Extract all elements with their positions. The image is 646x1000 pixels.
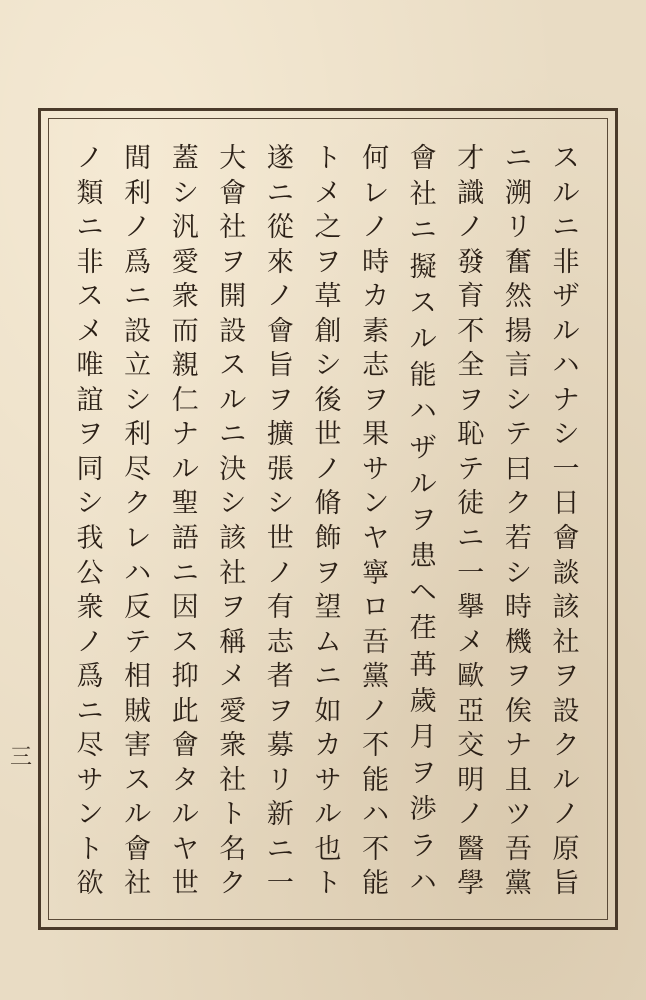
character: ク — [504, 488, 532, 520]
character: 歲 — [409, 685, 437, 717]
character: 寧 — [362, 557, 390, 589]
character: ム — [314, 626, 342, 658]
character: 不 — [362, 730, 390, 762]
character: 擬 — [409, 251, 437, 283]
character: 抑 — [171, 661, 199, 693]
character: ザ — [552, 281, 580, 313]
character: シ — [76, 488, 104, 520]
character: 世 — [266, 523, 294, 555]
character: 愛 — [171, 246, 199, 278]
character: 何 — [362, 143, 390, 174]
character: ナ — [171, 419, 199, 451]
character: 脩 — [314, 488, 342, 520]
character: リ — [266, 764, 294, 796]
character: ス — [409, 287, 437, 319]
character: ヤ — [362, 523, 390, 555]
character: ノ — [552, 799, 580, 831]
character: 爲 — [124, 246, 152, 278]
character: ト — [314, 143, 342, 174]
character: ク — [552, 730, 580, 762]
character: 患 — [409, 541, 437, 573]
character: 吾 — [504, 833, 532, 865]
character: 張 — [266, 453, 294, 485]
character: ヲ — [266, 695, 294, 727]
character: ノ — [76, 626, 104, 658]
character: 類 — [76, 177, 104, 209]
character: メ — [314, 177, 342, 209]
character: ス — [124, 764, 152, 796]
character: ン — [362, 488, 390, 520]
character: 恥 — [457, 419, 485, 451]
character: 溯 — [504, 177, 532, 209]
character: 飾 — [314, 523, 342, 555]
character: ニ — [76, 695, 104, 727]
character: ラ — [409, 830, 437, 862]
character: ノ — [314, 453, 342, 485]
character: サ — [362, 453, 390, 485]
character: ニ — [124, 281, 152, 313]
character: 一 — [552, 453, 580, 485]
character: 徒 — [457, 488, 485, 520]
character: 育 — [457, 281, 485, 313]
character: ヲ — [314, 557, 342, 589]
character: 素 — [362, 315, 390, 347]
vertical-text-body — [48, 145, 608, 905]
character: 尽 — [124, 453, 152, 485]
character: 募 — [266, 730, 294, 762]
text-column — [68, 145, 112, 905]
character: ハ — [362, 799, 390, 831]
character: 一 — [266, 868, 294, 900]
character: サ — [314, 764, 342, 796]
character: 公 — [76, 557, 104, 589]
character: ニ — [266, 833, 294, 865]
character: 愛 — [219, 695, 247, 727]
character: 同 — [76, 453, 104, 485]
character: 立 — [124, 350, 152, 382]
character: ニ — [504, 143, 532, 174]
character: ノ — [362, 212, 390, 244]
character: ス — [219, 350, 247, 382]
character: メ — [76, 315, 104, 347]
character: 該 — [552, 592, 580, 624]
character: ヲ — [266, 384, 294, 416]
character: 來 — [266, 246, 294, 278]
character: ス — [76, 281, 104, 313]
character: 遂 — [266, 143, 294, 174]
character: 稱 — [219, 626, 247, 658]
character: 害 — [124, 730, 152, 762]
character: ヲ — [314, 246, 342, 278]
character: 且 — [504, 764, 532, 796]
character: 蓋 — [171, 143, 199, 174]
character: 非 — [76, 246, 104, 278]
character: 因 — [171, 592, 199, 624]
character: ニ — [409, 215, 437, 247]
character: ヲ — [552, 661, 580, 693]
character: 衆 — [219, 730, 247, 762]
character: 反 — [124, 592, 152, 624]
character: 語 — [171, 523, 199, 555]
character: ザ — [409, 432, 437, 464]
character: 社 — [124, 868, 152, 900]
character: 唯 — [76, 350, 104, 382]
character: ニ — [552, 212, 580, 244]
character: 該 — [219, 523, 247, 555]
character: 才 — [457, 143, 485, 174]
character: ノ — [76, 143, 104, 174]
character: 然 — [504, 281, 532, 313]
character: 尽 — [76, 730, 104, 762]
character: ト — [219, 799, 247, 831]
character: シ — [266, 488, 294, 520]
character: 而 — [171, 315, 199, 347]
character: 談 — [552, 557, 580, 589]
character: ナ — [504, 730, 532, 762]
character: メ — [219, 661, 247, 693]
text-column — [211, 145, 255, 905]
character: 會 — [409, 143, 437, 174]
character: ヲ — [504, 661, 532, 693]
character: 荏 — [409, 613, 437, 645]
character: 時 — [362, 246, 390, 278]
character: 明 — [457, 764, 485, 796]
character: ル — [171, 799, 199, 831]
character: ノ — [362, 695, 390, 727]
character: ニ — [266, 177, 294, 209]
character: 設 — [552, 695, 580, 727]
page-number: 三 — [10, 745, 33, 770]
character: ト — [76, 833, 104, 865]
character: シ — [219, 488, 247, 520]
text-column — [306, 145, 350, 905]
character: ニ — [171, 557, 199, 589]
character: ル — [124, 799, 152, 831]
character: ヘ — [409, 577, 437, 609]
character: 聖 — [171, 488, 199, 520]
character: 識 — [457, 177, 485, 209]
character: 社 — [552, 626, 580, 658]
character: 若 — [504, 523, 532, 555]
character: 歐 — [457, 661, 485, 693]
character: 言 — [504, 350, 532, 382]
character: 原 — [552, 833, 580, 865]
character: サ — [76, 764, 104, 796]
character: 黨 — [504, 868, 532, 900]
character: ノ — [124, 212, 152, 244]
character: 渉 — [409, 794, 437, 826]
character: 不 — [362, 833, 390, 865]
character: 交 — [457, 730, 485, 762]
character: 會 — [171, 730, 199, 762]
character: 開 — [219, 281, 247, 313]
text-column — [401, 145, 445, 905]
character: ヲ — [409, 758, 437, 790]
character: カ — [362, 281, 390, 313]
character: 志 — [362, 350, 390, 382]
character: 揚 — [504, 315, 532, 347]
character: 從 — [266, 212, 294, 244]
character: ニ — [457, 523, 485, 555]
character: 社 — [219, 764, 247, 796]
character: 有 — [266, 592, 294, 624]
text-column — [354, 145, 398, 905]
character: 誼 — [76, 384, 104, 416]
character: タ — [171, 764, 199, 796]
character: 如 — [314, 695, 342, 727]
character: 利 — [124, 177, 152, 209]
text-column — [449, 145, 493, 905]
character: 望 — [314, 592, 342, 624]
character: ノ — [266, 557, 294, 589]
character: 決 — [219, 453, 247, 485]
character: 苒 — [409, 649, 437, 681]
character: ノ — [457, 212, 485, 244]
character: 能 — [409, 360, 437, 392]
character: 創 — [314, 315, 342, 347]
character: ス — [171, 626, 199, 658]
character: 發 — [457, 246, 485, 278]
character: ハ — [124, 557, 152, 589]
character: 非 — [552, 246, 580, 278]
character: ヲ — [76, 419, 104, 451]
character: 間 — [124, 143, 152, 174]
text-column — [544, 145, 588, 905]
character: 月 — [409, 722, 437, 753]
character: ハ — [552, 350, 580, 382]
character: 者 — [266, 661, 294, 693]
character: 會 — [266, 315, 294, 347]
character: ト — [314, 868, 342, 900]
character: 相 — [124, 661, 152, 693]
character: 新 — [266, 799, 294, 831]
character: 機 — [504, 626, 532, 658]
character: ル — [409, 323, 437, 355]
character: 能 — [362, 868, 390, 900]
character: ニ — [219, 419, 247, 451]
character: ル — [552, 177, 580, 209]
character: 後 — [314, 384, 342, 416]
character: ヤ — [171, 833, 199, 865]
character: 世 — [171, 868, 199, 900]
character: 設 — [219, 315, 247, 347]
character: ロ — [362, 592, 390, 624]
character: ル — [314, 799, 342, 831]
character: ノ — [457, 799, 485, 831]
character: 社 — [219, 557, 247, 589]
character: 志 — [266, 626, 294, 658]
character: ス — [552, 143, 580, 174]
character: テ — [457, 453, 485, 485]
character: 擴 — [266, 419, 294, 451]
character: シ — [504, 384, 532, 416]
character: 亞 — [457, 695, 485, 727]
character: シ — [171, 177, 199, 209]
character: ル — [171, 453, 199, 485]
character: ル — [552, 764, 580, 796]
character: 擧 — [457, 592, 485, 624]
character: レ — [124, 523, 152, 555]
character: 衆 — [76, 592, 104, 624]
character: 曰 — [504, 453, 532, 485]
character: シ — [314, 350, 342, 382]
character: テ — [124, 626, 152, 658]
character: シ — [124, 384, 152, 416]
character: 不 — [457, 315, 485, 347]
character: 欲 — [76, 868, 104, 900]
character: ニ — [76, 212, 104, 244]
character: ナ — [552, 384, 580, 416]
character: ニ — [314, 661, 342, 693]
character: レ — [362, 177, 390, 209]
character: カ — [314, 730, 342, 762]
character: 草 — [314, 281, 342, 313]
character: 旨 — [266, 350, 294, 382]
character: ル — [409, 468, 437, 500]
character: 社 — [409, 179, 437, 211]
character: 名 — [219, 833, 247, 865]
character: 也 — [314, 833, 342, 865]
character: ク — [124, 488, 152, 520]
character: 社 — [219, 212, 247, 244]
character: ハ — [409, 866, 437, 898]
character: 汎 — [171, 212, 199, 244]
character: ク — [219, 868, 247, 900]
character: ル — [219, 384, 247, 416]
character: 設 — [124, 315, 152, 347]
character: ル — [552, 315, 580, 347]
text-column — [258, 145, 302, 905]
character: ヲ — [409, 504, 437, 536]
character: 會 — [552, 523, 580, 555]
character: リ — [504, 212, 532, 244]
character: 衆 — [171, 281, 199, 313]
text-column — [163, 145, 207, 905]
character: シ — [504, 557, 532, 589]
character: 我 — [76, 523, 104, 555]
character: シ — [552, 419, 580, 451]
character: 世 — [314, 419, 342, 451]
character: ヲ — [362, 384, 390, 416]
character: ハ — [409, 396, 437, 428]
character: ヲ — [219, 592, 247, 624]
character: 黨 — [362, 661, 390, 693]
character: テ — [504, 419, 532, 451]
character: 奮 — [504, 246, 532, 278]
character: 此 — [171, 695, 199, 727]
character: 果 — [362, 419, 390, 451]
character: 全 — [457, 350, 485, 382]
character: 一 — [457, 557, 485, 589]
character: 仁 — [171, 384, 199, 416]
character: 日 — [552, 488, 580, 520]
character: 時 — [504, 592, 532, 624]
character: 賊 — [124, 695, 152, 727]
character: 俟 — [504, 695, 532, 727]
character: 學 — [457, 868, 485, 900]
character: ツ — [504, 799, 532, 831]
text-column — [496, 145, 540, 905]
character: 會 — [124, 833, 152, 865]
character: 醫 — [457, 833, 485, 865]
character: 能 — [362, 764, 390, 796]
text-column — [116, 145, 160, 905]
character: 旨 — [552, 868, 580, 900]
character: メ — [457, 626, 485, 658]
character: 大 — [219, 143, 247, 174]
character: ノ — [266, 281, 294, 313]
character: 會 — [219, 177, 247, 209]
character: ン — [76, 799, 104, 831]
character: 利 — [124, 419, 152, 451]
character: 吾 — [362, 626, 390, 658]
character: ヲ — [219, 246, 247, 278]
character: 之 — [314, 212, 342, 244]
character: 親 — [171, 350, 199, 382]
character: 爲 — [76, 661, 104, 693]
character: ヲ — [457, 384, 485, 416]
